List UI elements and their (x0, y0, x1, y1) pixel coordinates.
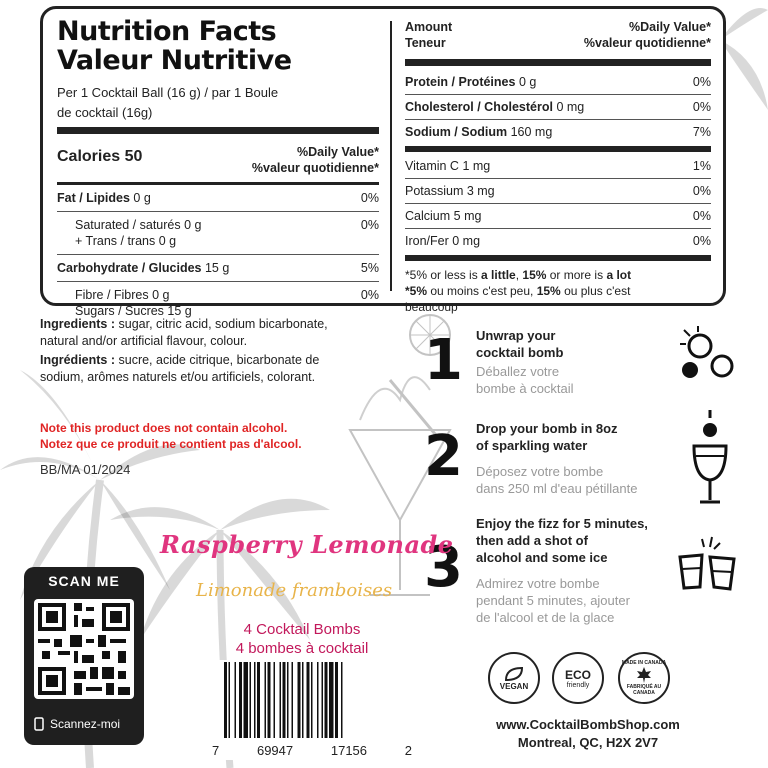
qr-footer (34, 717, 120, 731)
nutrient-label: Carbohydrate / Glucides 15 g (57, 261, 230, 275)
ingredients-block (40, 316, 360, 388)
dv-header-en: %Daily Value* (629, 20, 711, 34)
eco-badge-label: ECO (564, 667, 591, 682)
barcode-bar (335, 662, 338, 738)
nutrient-row-cholesterol (405, 95, 711, 119)
nutrient-label: Vitamin C 1 mg (405, 159, 491, 173)
made-in-canada-badge (618, 652, 670, 704)
barcode-bar (287, 662, 289, 738)
nutrition-title-en: Nutrition Facts (57, 16, 277, 47)
barcode-bar (329, 662, 334, 738)
nutrient-dv: 0% (692, 184, 711, 198)
step-1-instruction-en: Unwrap your cocktail bomb (476, 328, 564, 360)
nutrient-dv: 1% (692, 159, 711, 173)
barcode-bar (244, 662, 249, 738)
nutrition-facts-panel (40, 6, 726, 318)
amount-header-fr: Teneur (405, 36, 446, 50)
barcode-digit-check: 2 (404, 743, 412, 758)
qr-title: SCAN ME (48, 573, 120, 589)
nutrient-label: Protein / Protéines 0 g (405, 75, 537, 89)
nutrient-label: Saturated / saturés 0 g (75, 218, 202, 232)
qr-code-panel[interactable] (24, 567, 144, 745)
ingredients-fr: Ingrédients : sucre, acide citrique, bicarbonate de sodium, arômes naturels et/ou artificiels, colorant. (40, 353, 320, 384)
product-count-fr: 4 bombes à cocktail (235, 640, 369, 657)
leaf-icon (504, 666, 524, 682)
canada-badge-label-en: MADE IN CANADA (621, 660, 667, 666)
step-1-number: 1 (424, 328, 463, 393)
product-name-fr: Limonade framboises (196, 580, 393, 601)
nutrient-row-fat (57, 185, 379, 211)
eco-badge-sublabel: friendly (566, 681, 590, 689)
step-1-instruction-fr: Déballez votre bombe à cocktail (476, 364, 574, 396)
nutrition-left-column (57, 17, 379, 319)
amount-header-en: Amount (405, 20, 453, 34)
barcode-bar (325, 662, 328, 738)
nutrient-label: Sodium / Sodium 160 mg (405, 125, 553, 139)
step-3-instruction-fr: Admirez votre bombe pendant 5 minutes, ajouter de l'alcool et de la glace (476, 576, 630, 625)
qr-footer-label: Scannez-moi (50, 717, 121, 731)
divider-thick (405, 146, 711, 152)
daily-value-header-en: %Daily Value* (297, 145, 379, 159)
ingredients-en: Ingredients : sugar, citric acid, sodium bicarbonate, natural and/or artificial flavour, colour. (40, 317, 328, 348)
barcode-digits (212, 743, 412, 758)
barcode-bar (292, 662, 294, 738)
nutrient-dv: 0% (692, 209, 711, 223)
best-before-date: BB/MA 01/2024 (40, 462, 131, 477)
right-header-row-2 (405, 35, 711, 51)
barcode-bar (250, 662, 252, 738)
vegan-badge-label: VEGAN (499, 681, 529, 691)
footnote-en: *5% or less is a little, 15% or more is a lot (405, 268, 632, 282)
serving-size (57, 83, 379, 123)
barcode (212, 660, 412, 760)
barcode-bar (311, 662, 313, 738)
nutrition-title-fr: Valeur Nutritive (57, 45, 292, 76)
website-link[interactable]: www.CocktailBombShop.com (496, 717, 680, 732)
dv-header-fr: %valeur quotidienne* (583, 36, 711, 50)
qr-code[interactable] (34, 599, 134, 699)
nutrient-label: + Trans / trans 0 g (75, 234, 177, 248)
unwrap-bomb-icon (676, 322, 740, 382)
barcode-bars (212, 660, 412, 740)
nutrient-row-potassium (405, 179, 711, 203)
nutrient-row-protein (405, 70, 711, 94)
nutrient-label: Cholesterol / Cholestérol 0 mg (405, 100, 585, 114)
nutrient-dv: 0% (692, 100, 711, 114)
canada-badge-label-fr: FABRIQUÉ AU CANADA (626, 684, 662, 696)
barcode-bar (254, 662, 256, 738)
divider-thick (57, 127, 379, 134)
daily-value-header-fr: %valeur quotidienne* (251, 161, 379, 175)
nutrient-dv: 0% (692, 75, 711, 89)
nutrient-row-fibre (57, 282, 379, 303)
barcode-bar (283, 662, 286, 738)
nutrient-row-calcium (405, 204, 711, 228)
barcode-digits-right: 17156 (330, 743, 368, 758)
barcode-bar (265, 662, 267, 738)
eco-friendly-badge (552, 652, 604, 704)
nutrition-right-column (405, 19, 711, 315)
step-3-instruction-en: Enjoy the fizz for 5 minutes, then add a shot of alcohol and some ice (476, 516, 648, 565)
step-2-instruction-en: Drop your bomb in 8oz of sparkling water (476, 421, 618, 453)
divider-thick (405, 255, 711, 261)
nutrient-label: Potassium 3 mg (405, 184, 495, 198)
barcode-bar (307, 662, 310, 738)
barcode-bar (322, 662, 324, 738)
qr-code-pattern (34, 599, 134, 699)
nutrient-row-vitamin-c (405, 154, 711, 178)
barcode-digit-lead: 7 (212, 743, 220, 758)
nutrient-dv: 0% (360, 288, 379, 302)
product-name-en: Raspberry Lemonade (160, 530, 454, 559)
step-2-instruction-fr: Déposez votre bombe dans 250 ml d'eau pétillante (476, 464, 638, 496)
glass-drop-icon (690, 408, 730, 508)
barcode-digits-left: 69947 (256, 743, 294, 758)
barcode-bar (239, 662, 242, 738)
nutrient-row-iron (405, 229, 711, 253)
barcode-bar (274, 662, 276, 738)
address: Montreal, QC, H2X 2V7 (517, 735, 659, 750)
barcode-bar (257, 662, 260, 738)
calories-row (57, 140, 379, 182)
contact-info (468, 716, 708, 752)
step-3-number: 3 (424, 535, 463, 600)
maple-leaf-icon (635, 666, 653, 684)
serving-size-line2: de cocktail (16g) (57, 105, 153, 120)
nutrient-row-sodium (405, 120, 711, 144)
nutrient-dv: 0% (360, 218, 379, 232)
alcohol-warning (40, 420, 370, 452)
divider-thick (405, 59, 711, 66)
nutrient-dv: 7% (692, 125, 711, 139)
barcode-bar (268, 662, 271, 738)
phone-icon (34, 717, 44, 731)
cheers-shot-glasses-icon (676, 535, 738, 595)
nutrient-label: Calcium 5 mg (405, 209, 482, 223)
barcode-bar (298, 662, 301, 738)
barcode-bar (229, 662, 231, 738)
nutrient-label: Fibre / Fibres 0 g (75, 288, 170, 302)
nutrient-label: Iron/Fer 0 mg (405, 234, 481, 248)
step-2-number: 2 (424, 424, 463, 489)
nutrient-dv: 0% (692, 234, 711, 248)
barcode-bar (302, 662, 304, 738)
vegan-badge (488, 652, 540, 704)
nutrient-label: Fat / Lipides 0 g (57, 191, 151, 205)
calories-label: Calories 50 (57, 148, 143, 165)
barcode-bar (235, 662, 237, 738)
footnote-fr: *5% ou moins c'est peu, 15% ou plus c'est (405, 284, 631, 298)
nutrient-dv: 5% (360, 261, 379, 275)
barcode-bar (280, 662, 282, 738)
alcohol-warning-fr: Notez que ce produit ne contient pas d'alcool. (40, 437, 302, 451)
barcode-bar (317, 662, 319, 738)
alcohol-warning-en: Note this product does not contain alcohol. (40, 421, 288, 435)
daily-value-footnote (405, 267, 711, 315)
right-header-row-1 (405, 19, 711, 35)
barcode-bar (224, 662, 227, 738)
nutrient-row-trans (57, 233, 379, 254)
product-count-en: 4 Cocktail Bombs (243, 621, 361, 638)
nutrient-row-saturated (57, 212, 379, 233)
nutrient-label: Sugars / Sucres 15 g (75, 304, 192, 318)
column-divider (390, 21, 392, 291)
nutrient-dv: 0% (360, 191, 379, 205)
daily-value-header (252, 144, 379, 176)
barcode-bar (341, 662, 343, 738)
serving-size-line1: Per 1 Cocktail Ball (16 g) / par 1 Boule (57, 85, 279, 100)
footnote-fr-line2: beaucoup (405, 300, 458, 314)
nutrient-row-carbohydrate (57, 255, 379, 281)
